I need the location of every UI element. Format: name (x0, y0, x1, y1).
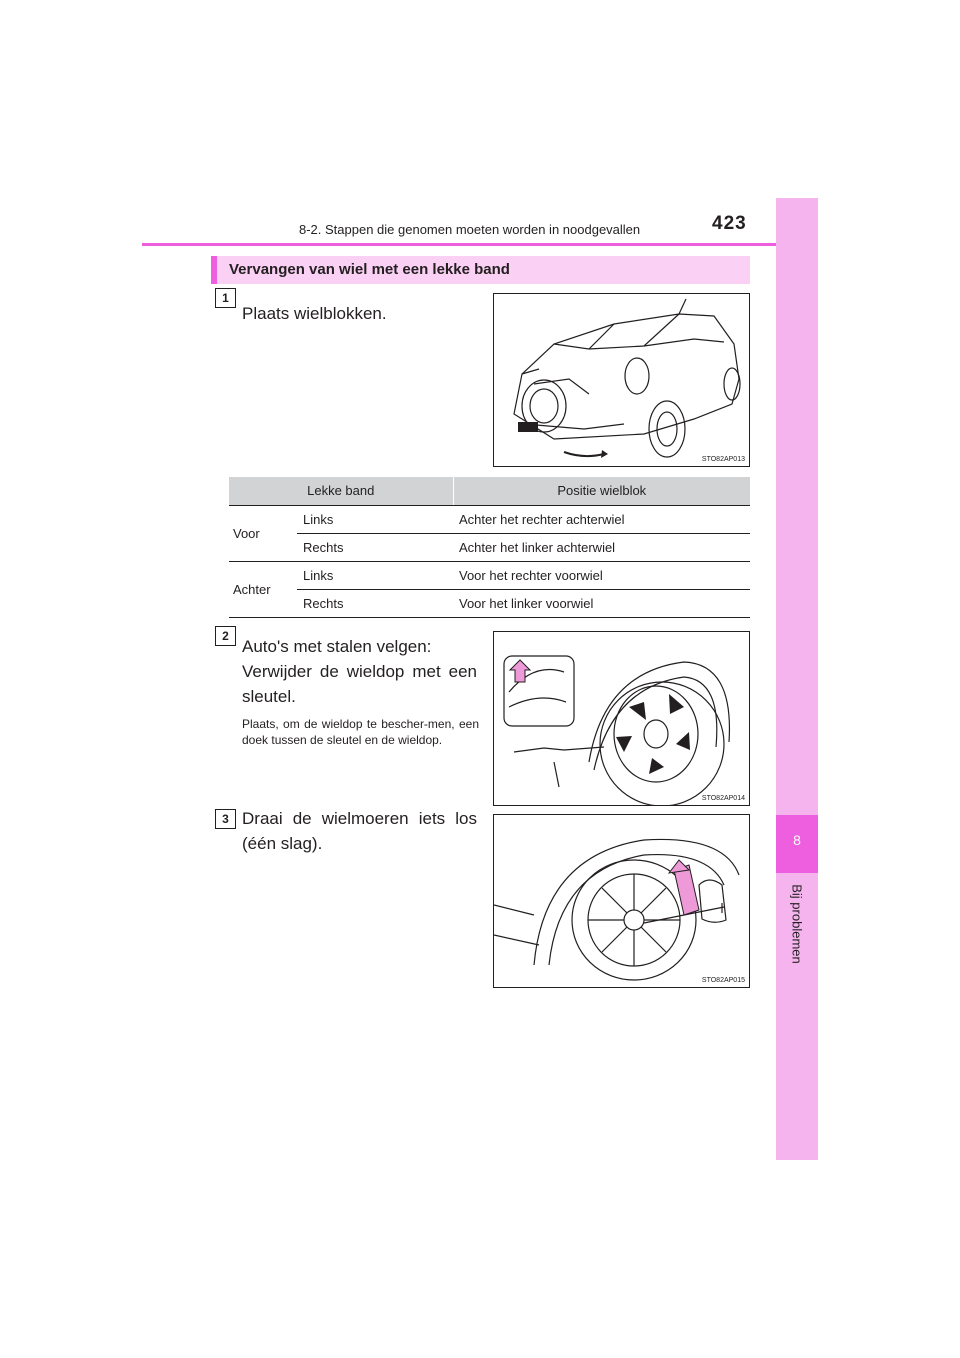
figure-code: STO82AP014 (701, 795, 745, 802)
hubcap-illustration (494, 632, 749, 805)
step-number-3: 3 (215, 809, 236, 829)
step-2-line-3: sleutel. (242, 687, 296, 706)
position-cell: Voor het rechter voorwiel (453, 561, 750, 589)
wheel-block-table (229, 477, 750, 618)
table-header-row (229, 477, 750, 505)
figure-code: STO82AP015 (701, 977, 745, 984)
section-heading: 8-2. Stappen die genomen moeten worden in noodgevallen (299, 222, 641, 237)
step-number-2: 2 (215, 626, 236, 646)
step-2-line-1: Auto's met stalen velgen: (242, 637, 432, 656)
group-label: Voor (229, 505, 297, 561)
figure-loosen-nuts (493, 814, 750, 988)
side-cell: Links (297, 505, 453, 533)
step-2-note: Plaats, om de wieldop te bescher-men, een doek tussen de sleutel en de wieldop. (242, 717, 479, 747)
chapter-sidebar (776, 198, 818, 1160)
table-row (229, 505, 750, 533)
header-rule (142, 243, 818, 246)
car-illustration (494, 294, 749, 466)
table-row (229, 561, 750, 589)
side-cell: Rechts (297, 589, 453, 617)
chapter-number: 8 (793, 832, 801, 848)
step-2-line-2: Verwijder de wieldop met een (242, 662, 477, 681)
header-block-position: Positie wielblok (453, 477, 750, 505)
page-number: 423 (712, 213, 747, 234)
wheel-nuts-illustration (494, 815, 749, 987)
section-title-bar (211, 256, 750, 284)
step-number-1: 1 (215, 288, 236, 308)
figure-wheel-chocks (493, 293, 750, 467)
step-3-line-1: Draai de wielmoeren iets los (242, 809, 477, 828)
group-label: Achter (229, 561, 297, 617)
section-title: Vervangen van wiel met een lekke band (229, 261, 510, 278)
step-1-text: Plaats wielblokken. (242, 304, 387, 323)
header-flat-tire: Lekke band (229, 477, 453, 505)
table-row (229, 533, 750, 561)
position-cell: Voor het linker voorwiel (453, 589, 750, 617)
figure-remove-hubcap (493, 631, 750, 806)
position-cell: Achter het rechter achterwiel (453, 505, 750, 533)
position-cell: Achter het linker achterwiel (453, 533, 750, 561)
step-3-line-2: (één slag). (242, 834, 323, 853)
side-cell: Rechts (297, 533, 453, 561)
figure-code: STO82AP013 (701, 456, 745, 463)
side-cell: Links (297, 561, 453, 589)
table-row (229, 589, 750, 617)
